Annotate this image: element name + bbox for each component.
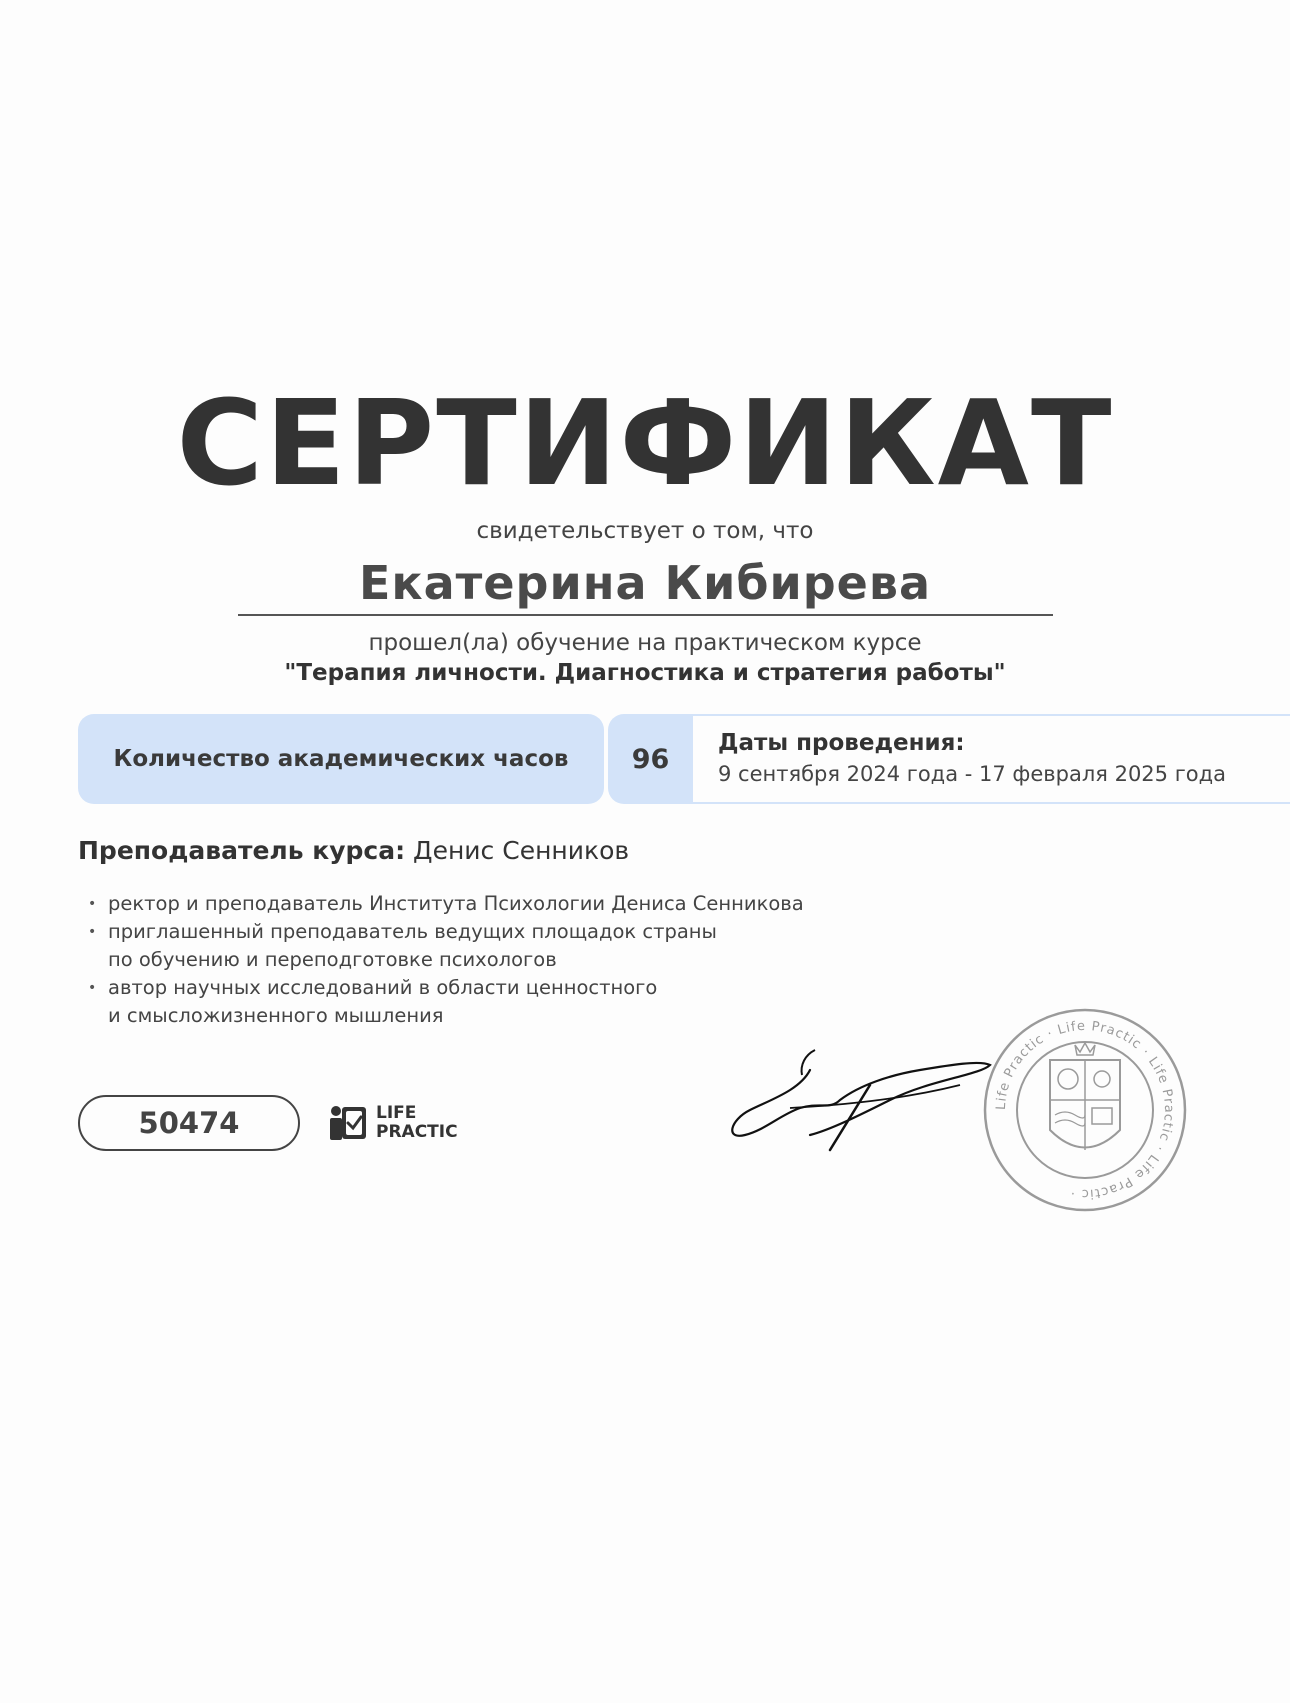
svg-text:Life Practic · Life Practic ·: Life Practic · Life Practic · Life Practic · Life Practic ·	[993, 1018, 1177, 1202]
certificate-number: 50474	[78, 1095, 300, 1151]
logo-text: LIFE PRACTIC	[376, 1103, 458, 1142]
hours-value-box	[608, 714, 693, 804]
teacher-credentials	[88, 890, 804, 1030]
credential-item: • ректор и преподаватель Института Психологии Дениса Сенникова	[88, 890, 804, 918]
teacher-name: Денис Сенников	[413, 836, 630, 865]
seal-stamp	[980, 1005, 1190, 1215]
life-practic-logo	[328, 1104, 458, 1142]
dates-value: 9 сентября 2024 года - 17 февраля 2025 года	[718, 762, 1226, 786]
hours-label-box	[78, 714, 604, 804]
logo-icon	[328, 1105, 368, 1141]
hours-value: 96	[631, 743, 670, 775]
course-name: "Терапия личности. Диагностика и стратегия работы"	[284, 660, 1006, 686]
dates-label: Даты проведения:	[718, 730, 965, 756]
certificate-subtitle: свидетельствует о том, что	[476, 518, 814, 544]
credential-item: • автор научных исследований в области ценностного и смысложизненного мышления	[88, 974, 804, 1030]
hours-label: Количество академических часов	[113, 746, 569, 772]
teacher-label: Преподаватель курса:	[78, 836, 406, 865]
credential-item: • приглашенный преподаватель ведущих площадок страны по обучению и переподготовке психологов	[88, 918, 804, 974]
dates-box	[690, 714, 1290, 804]
completed-text: прошел(ла) обучение на практическом курсе	[368, 630, 922, 656]
certificate-title: СЕРТИФИКАТ	[176, 374, 1114, 512]
recipient-name: Екатерина Кибирева	[359, 556, 931, 610]
name-underline	[238, 614, 1053, 616]
teacher-line	[78, 836, 629, 865]
